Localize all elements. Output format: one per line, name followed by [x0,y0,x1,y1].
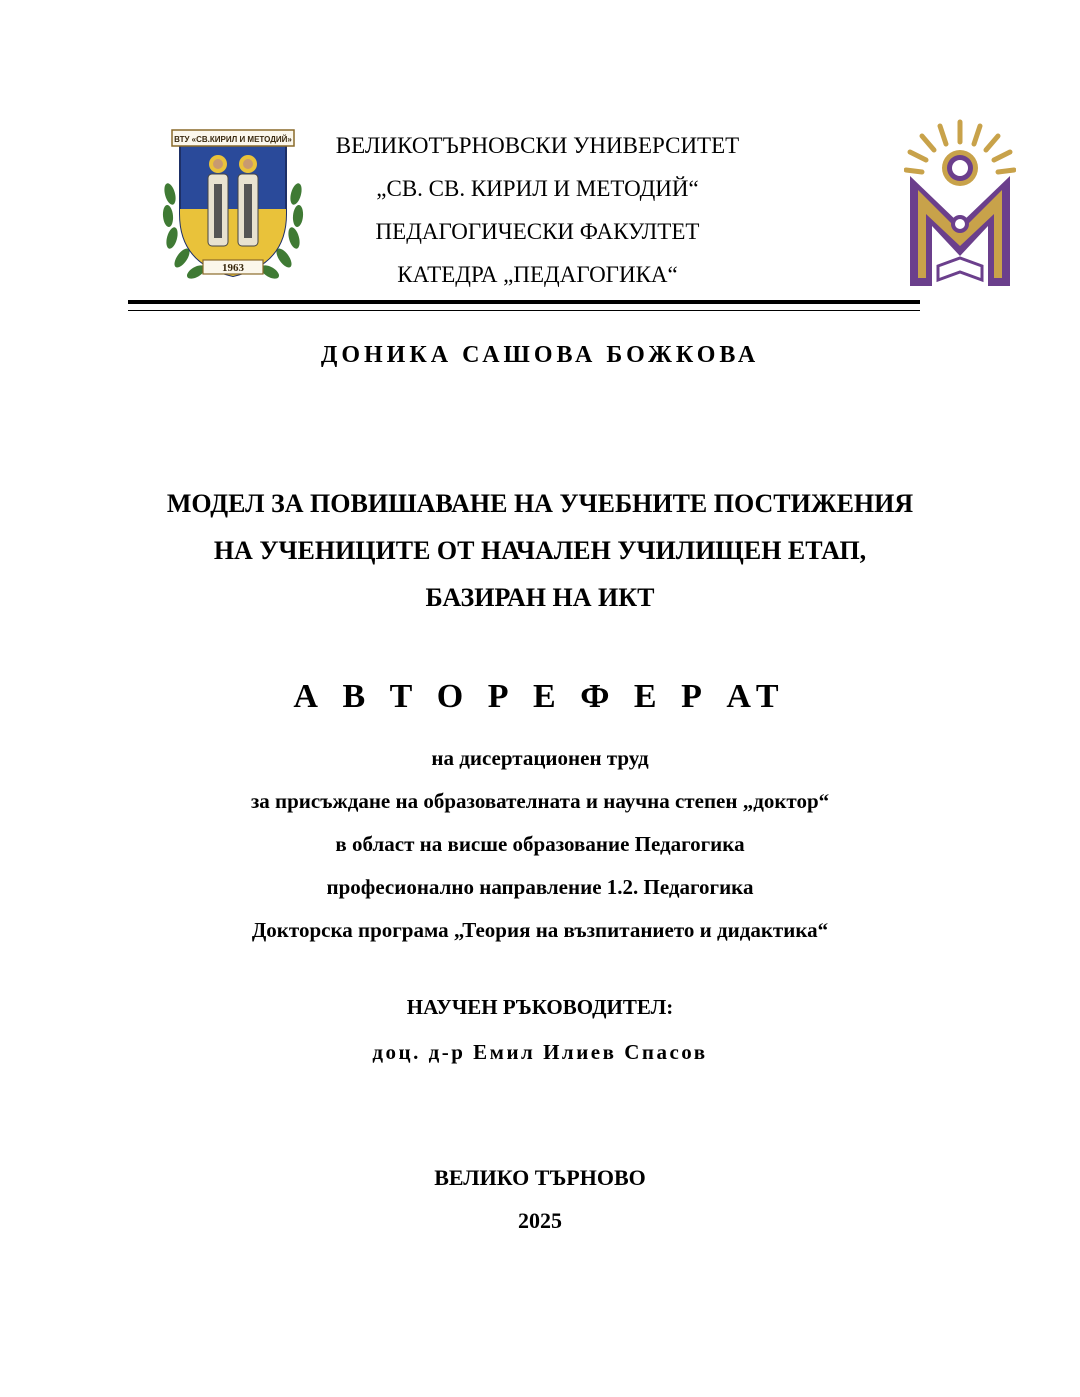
open-book-icon [938,258,982,280]
institution-header [300,124,775,296]
description-line-2: за присъждане на образователната и научна степен „доктор“ [250,789,830,813]
city: ВЕЛИКО ТЪРНОВО [434,1165,646,1190]
dissertation-title [0,480,1080,621]
university-name-line: „СВ. СВ. КИРИЛ И МЕТОДИЙ“ [376,176,699,201]
description-line-1: на дисертационен труд [431,746,649,770]
header-divider-thin [128,310,920,311]
faculty-logo [904,116,1016,288]
university-line: ВЕЛИКОТЪРНОВСКИ УНИВЕРСИТЕТ [335,133,740,158]
author-name: ДОНИКА САШОВА БОЖКОВА [320,342,760,368]
header-divider-thick [128,300,920,304]
department-line: КАТЕДРА „ПЕДАГОГИКА“ [397,262,678,287]
university-crest-logo [158,124,308,284]
faculty-line: ПЕДАГОГИЧЕСКИ ФАКУЛТЕТ [375,219,700,244]
abstract-heading: А В Т О Р Е Ф Е Р АТ [293,678,787,715]
year: 2025 [518,1208,562,1233]
supervisor-name: доц. д-р Емил Илиев Спасов [372,1040,708,1064]
description-line-5: Докторска програма „Теория на възпитанието и дидактика“ [251,918,829,942]
title-line-2: НА УЧЕНИЦИТЕ ОТ НАЧАЛЕН УЧИЛИЩЕН ЕТАП, [213,536,867,565]
dissertation-description [0,737,1080,952]
description-line-4: професионално направление 1.2. Педагогика [326,875,754,899]
crest-banner-text: ВТУ «СВ.КИРИЛ И МЕТОДИЙ» [174,135,292,144]
title-line-1: МОДЕЛ ЗА ПОВИШАВАНЕ НА УЧЕБНИТЕ ПОСТИЖЕНИЯ [166,489,914,518]
description-line-3: в област на висше образование Педагогика [335,832,745,856]
supervisor-label: НАУЧЕН РЪКОВОДИТЕЛ: [406,995,674,1019]
crest-year-text: 1963 [222,262,244,274]
title-line-3: БАЗИРАН НА ИКТ [425,583,655,612]
